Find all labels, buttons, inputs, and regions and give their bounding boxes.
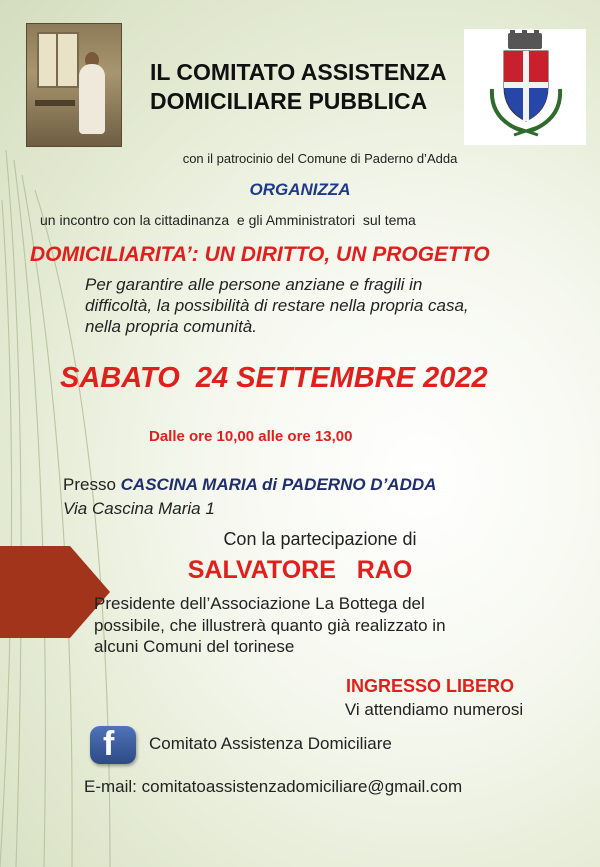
location-name: CASCINA MARIA di PADERNO D’ADDA bbox=[120, 475, 437, 494]
painting-woman-reading bbox=[26, 23, 122, 147]
purpose-line-3: nella propria comunità. bbox=[85, 317, 257, 336]
location-address: Via Cascina Maria 1 bbox=[63, 499, 215, 518]
event-date: SABATO 24 SETTEMBRE 2022 bbox=[60, 362, 488, 394]
facebook-icon[interactable] bbox=[90, 726, 136, 764]
purpose-line-2: difficoltà, la possibilità di restare nella propria casa, bbox=[85, 296, 469, 315]
painting-table bbox=[35, 100, 75, 106]
event-theme-title: DOMICILIARITA’: UN DIRITTO, UN PROGETTO bbox=[30, 243, 490, 266]
page-title bbox=[150, 58, 480, 116]
invitation-text: Vi attendiamo numerosi bbox=[344, 700, 524, 719]
municipal-coat-of-arms bbox=[464, 29, 586, 145]
participation-text: Con la partecipazione di bbox=[223, 529, 417, 549]
speaker-name: SALVATORE RAO bbox=[187, 556, 413, 584]
speaker-desc-line-2: possibile, che illustrerà quanto già realizzato in bbox=[94, 615, 446, 635]
painting-figure bbox=[79, 64, 105, 134]
meeting-intro-text: un incontro con la cittadinanza e gli Amministratori sul tema bbox=[40, 212, 416, 228]
speaker-description bbox=[94, 593, 594, 658]
facebook-glyph: f bbox=[103, 725, 115, 763]
patronage-text: con il patrocinio del Comune di Paderno d’Adda bbox=[182, 151, 458, 166]
title-line-1: IL COMITATO ASSISTENZA bbox=[150, 59, 447, 85]
free-entry-label: INGRESSO LIBERO bbox=[345, 676, 515, 696]
event-location bbox=[63, 473, 583, 521]
event-time: Dalle ore 10,00 alle ore 13,00 bbox=[149, 428, 353, 445]
event-purpose-text bbox=[85, 274, 555, 337]
title-line-2: DOMICILIARE PUBBLICA bbox=[150, 88, 428, 114]
painting-window bbox=[37, 32, 79, 88]
location-prefix: Presso bbox=[63, 475, 121, 494]
organizza-heading: ORGANIZZA bbox=[249, 180, 351, 199]
speaker-desc-line-3: alcuni Comuni del torinese bbox=[94, 637, 295, 656]
speaker-desc-line-1: Presidente dell’Associazione La Bottega del bbox=[94, 594, 425, 613]
purpose-line-1: Per garantire alle persone anziane e fragili in bbox=[85, 275, 423, 294]
contact-email[interactable]: E-mail: comitatoassistenzadomiciliare@gmail.com bbox=[84, 777, 463, 796]
facebook-page-name[interactable]: Comitato Assistenza Domiciliare bbox=[149, 734, 392, 753]
